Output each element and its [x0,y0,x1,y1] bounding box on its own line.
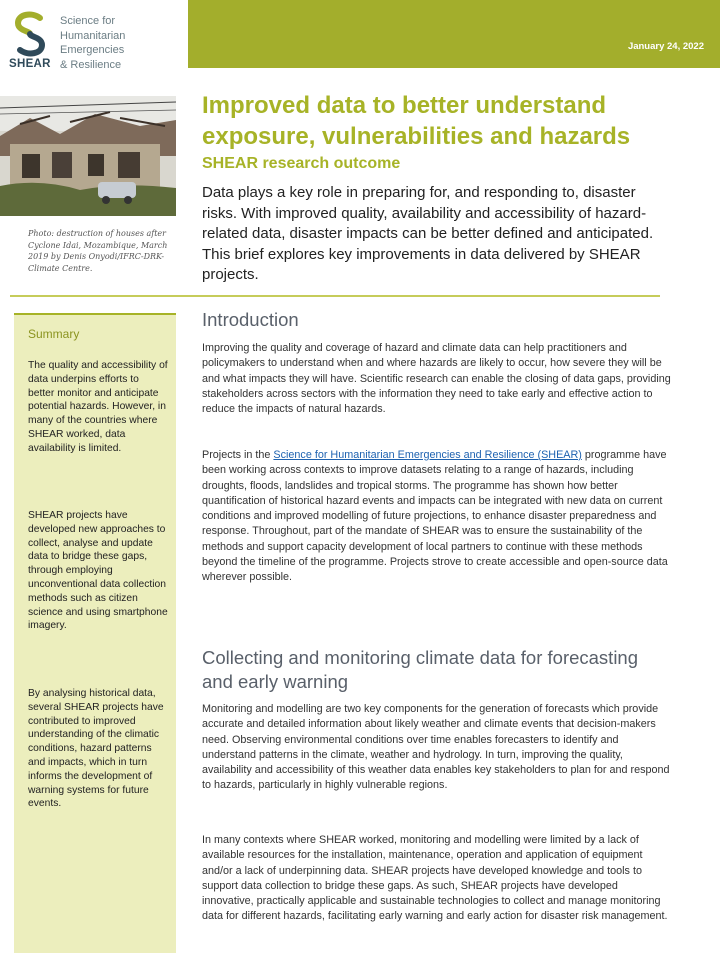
shear-programme-link[interactable]: Science for Humanitarian Emergencies and Resilience (SHEAR) [273,449,582,461]
intro-paragraph: Improving the quality and coverage of hazard and climate data can help practitioners and policymakers to understand when and where hazards are likely to occur, how severe they will be and what impacts they will have. Scientific research can enable the closing of data gaps, providing stakeholders across sectors with the information they need to take early and effective action to reduce the impacts of natural hazards. [202,342,671,416]
text-span: programme have been working across contexts to improve datasets relating to a range of hazards, including droughts, floods, landslides and tropical storms. The programme has shown how better quantification of historical hazard events and impacts can be integrated with new data on current conditions and improved modelling of future projections, to enhance disaster preparedness and response. Throughout, part of the mandate of SHEAR was to ensure the sustainability of the methods and support capacity development of local partners to continue with these methods beyond the timeline of the programme. Projects strove to create accessible and open-source data wherever possible. [202,449,668,584]
section-divider [10,295,660,297]
header-banner [188,0,720,68]
lead-paragraph: Data plays a key role in preparing for, and responding to, disaster risks. With improved quality, availability and accessibility of hazard-related data, disaster impacts can be better defined and anticipated. This brief explores key improvements in data delivered by SHEAR projects. [202,184,654,284]
shear-logo [0,0,188,78]
cover-photo [0,96,176,216]
introduction-heading: Introduction [202,309,299,330]
summary-paragraph: By analysing historical data, several SHEAR projects have contributed to improved understanding of the climatic conditions, hazard patterns and impacts, which in turn informs the development of warning systems for future events. [28,688,164,810]
damaged-house-illustration-icon [0,96,176,216]
collecting-heading: Collecting and monitoring climate data for forecasting and early warning [202,647,639,692]
logo-line: & Resilience [60,58,122,71]
photo-caption: Photo: destruction of houses after Cyclone Idai, Mozambique, March 2019 by Denis Onyodi/IFRC-DRK-Climate Centre. [28,229,168,273]
logo-line: Humanitarian [60,29,126,42]
logo-line: Science for [60,15,116,27]
logo-line: Emergencies [60,44,125,56]
summary-paragraph: The quality and accessibility of data underpins efforts to better monitor and anticipate potential hazards. However, in many of the countries where SHEAR worked, data availability is limited. [28,360,168,454]
page-title: Improved data to better understand exposure, vulnerabilities and hazards [202,92,631,150]
sidebar-top-rule [14,313,176,315]
page-subtitle: SHEAR research outcome [202,155,401,172]
text-span: Projects in the [202,449,274,461]
summary-paragraph: SHEAR projects have developed new approaches to collect, analyse and update data to bridge these gaps, through employing unconventional data collection methods such as citizen science and using smartphone imagery. [28,510,168,632]
logo-wordmark: SHEAR [9,58,51,70]
publication-date: January 24, 2022 [627,41,704,52]
collecting-paragraph: Monitoring and modelling are two key components for the generation of forecasts which provide accurate and detailed information about likely weather and climate events that decision-makers need. Observing environmental conditions over time enables forecasters to identify and understand patterns in the climate, weather and hydrology. In turn, improving the quality, availability and accessibility of this weather data enables key stakeholders to plan for and respond to hazards, particularly in highly vulnerable regions. [202,703,670,792]
summary-heading: Summary [28,327,80,341]
intro-paragraph-2 [202,448,672,586]
shear-logo-mark-icon [8,10,52,58]
summary-sidebar [14,313,176,953]
logo-tagline [60,14,125,72]
collecting-paragraph-2: In many contexts where SHEAR worked, monitoring and modelling were limited by a lack of available resources for the installation, maintenance, operation and application of equipment and/or a lack of underpinning data. SHEAR projects have developed knowledge and tools to support data collection to bridge these gaps. As such, SHEAR projects have developed innovative, practically applicable and sustainable technologies to collect and manage monitoring data for different hazards, facilitating early warning and early action for disaster risk management. [202,834,668,923]
